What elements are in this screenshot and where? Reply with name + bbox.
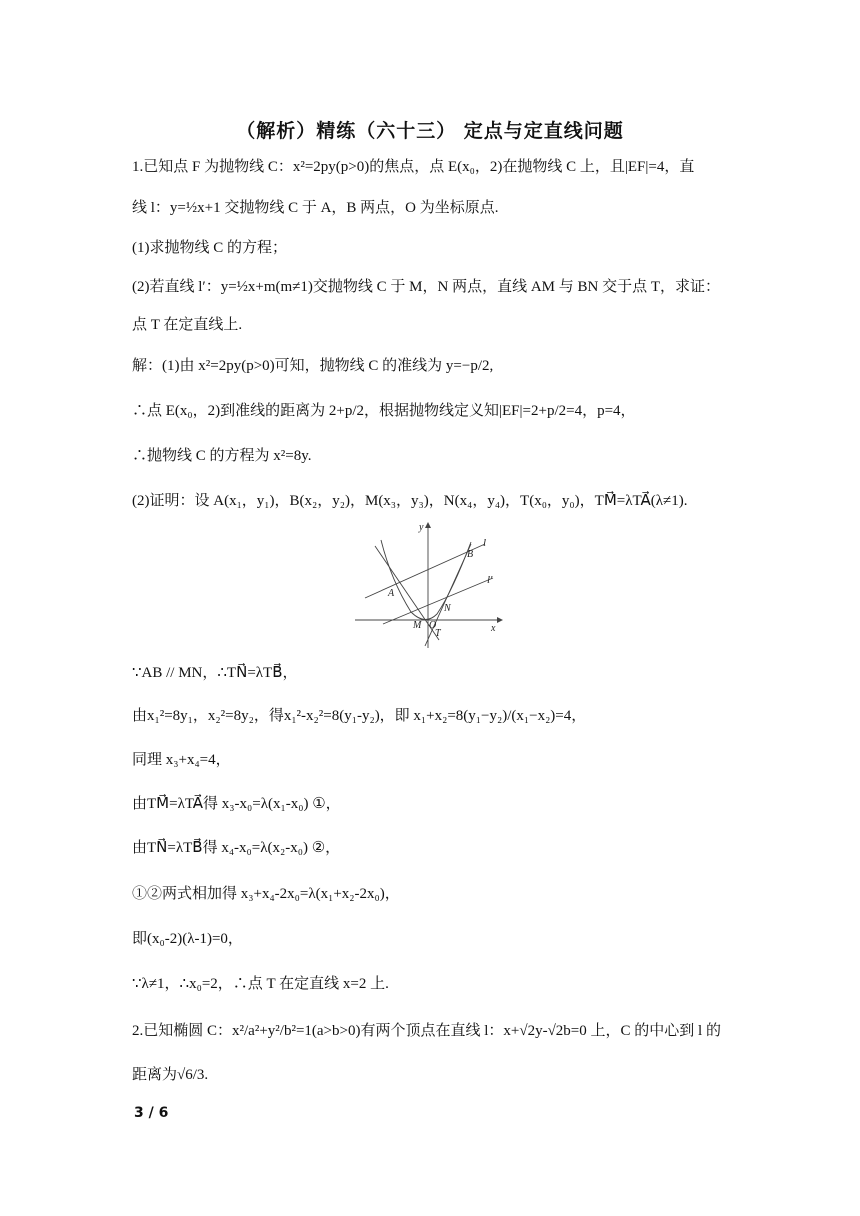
point-m-label: M xyxy=(413,620,422,631)
point-n-label: N xyxy=(444,603,451,614)
point-t-label: T xyxy=(435,628,441,639)
text-line: (1)求抛物线 C 的方程； xyxy=(132,240,287,256)
text-line: (2)证明：设 A(x₁，y₁)，B(x₂，y₂)，M(x₃，y₃)，N(x₄，y₄)，T(x₀，y₀)，TM⃗=λTA⃗(λ≠1). xyxy=(132,493,688,509)
line-l-label: l xyxy=(483,537,487,549)
text-line: 即(x₀-2)(λ-1)=0， xyxy=(132,931,243,947)
text-line: 2.已知椭圆 C：x²/a²+y²/b²=1(a>b>0)有两个顶点在直线 l：x+√2y-√2b=0 上，C 的中心到 l 的 xyxy=(132,1023,721,1039)
point-a-label: A xyxy=(388,588,395,599)
text-line: ①②两式相加得 x₃+x₄-2x₀=λ(x₁+x₂-2x₀)， xyxy=(132,886,400,902)
text-line: (2)若直线 l′：y=½x+m(m≠1)交抛物线 C 于 M，N 两点，直线 AM 与 BN 交于点 T，求证： xyxy=(132,279,721,295)
text-line: 由x₁²=8y₁，x₂²=8y₂，得x₁²-x₂²=8(y₁-y₂)，即 x₁+x₂=8(y₁−y₂)/(x₁−x₂)=4， xyxy=(132,708,587,724)
text-line: ∵λ≠1，∴x₀=2，∴点 T 在定直线 x=2 上. xyxy=(132,976,389,992)
point-b-label: B xyxy=(467,549,474,560)
page-number: 3 / 6 xyxy=(134,1105,169,1121)
axis-y-label: y xyxy=(419,522,424,533)
text-line: 同理 x₃+x₄=4， xyxy=(132,752,231,768)
parabola-figure xyxy=(353,520,503,650)
text-line: 1.已知点 F 为抛物线 C：x²=2py(p>0)的焦点，点 E(x₀，2)在抛物线 C 上，且|EF|=4，直 xyxy=(132,159,695,175)
page-title: （解析）精练（六十三） 定点与定直线问题 xyxy=(236,120,624,142)
point-o-label: O xyxy=(429,620,437,631)
text-line: ∴点 E(x₀，2)到准线的距离为 2+p/2，根据抛物线定义知|EF|=2+p/2=4，p=4， xyxy=(132,403,636,419)
text-line: ∴抛物线 C 的方程为 x²=8y. xyxy=(132,448,312,464)
text-line: ∵AB // MN，∴TN⃗=λTB⃗， xyxy=(132,665,298,681)
text-line: 由TN⃗=λTB⃗得 x₄-x₀=λ(x₂-x₀) ②， xyxy=(132,840,341,856)
text-line: 解：(1)由 x²=2py(p>0)可知，抛物线 C 的准线为 y=−p/2, xyxy=(132,358,494,374)
text-line: 点 T 在定直线上. xyxy=(132,317,243,333)
text-line: 由TM⃗=λTA⃗得 x₃-x₀=λ(x₁-x₀) ①， xyxy=(132,796,341,812)
axis-x-label: x xyxy=(491,623,496,634)
text-line: 距离为√6/3. xyxy=(132,1067,209,1083)
text-line: 线 l：y=½x+1 交抛物线 C 于 A，B 两点，O 为坐标原点. xyxy=(132,200,499,216)
line-l-prime-label: l′ xyxy=(487,574,493,586)
